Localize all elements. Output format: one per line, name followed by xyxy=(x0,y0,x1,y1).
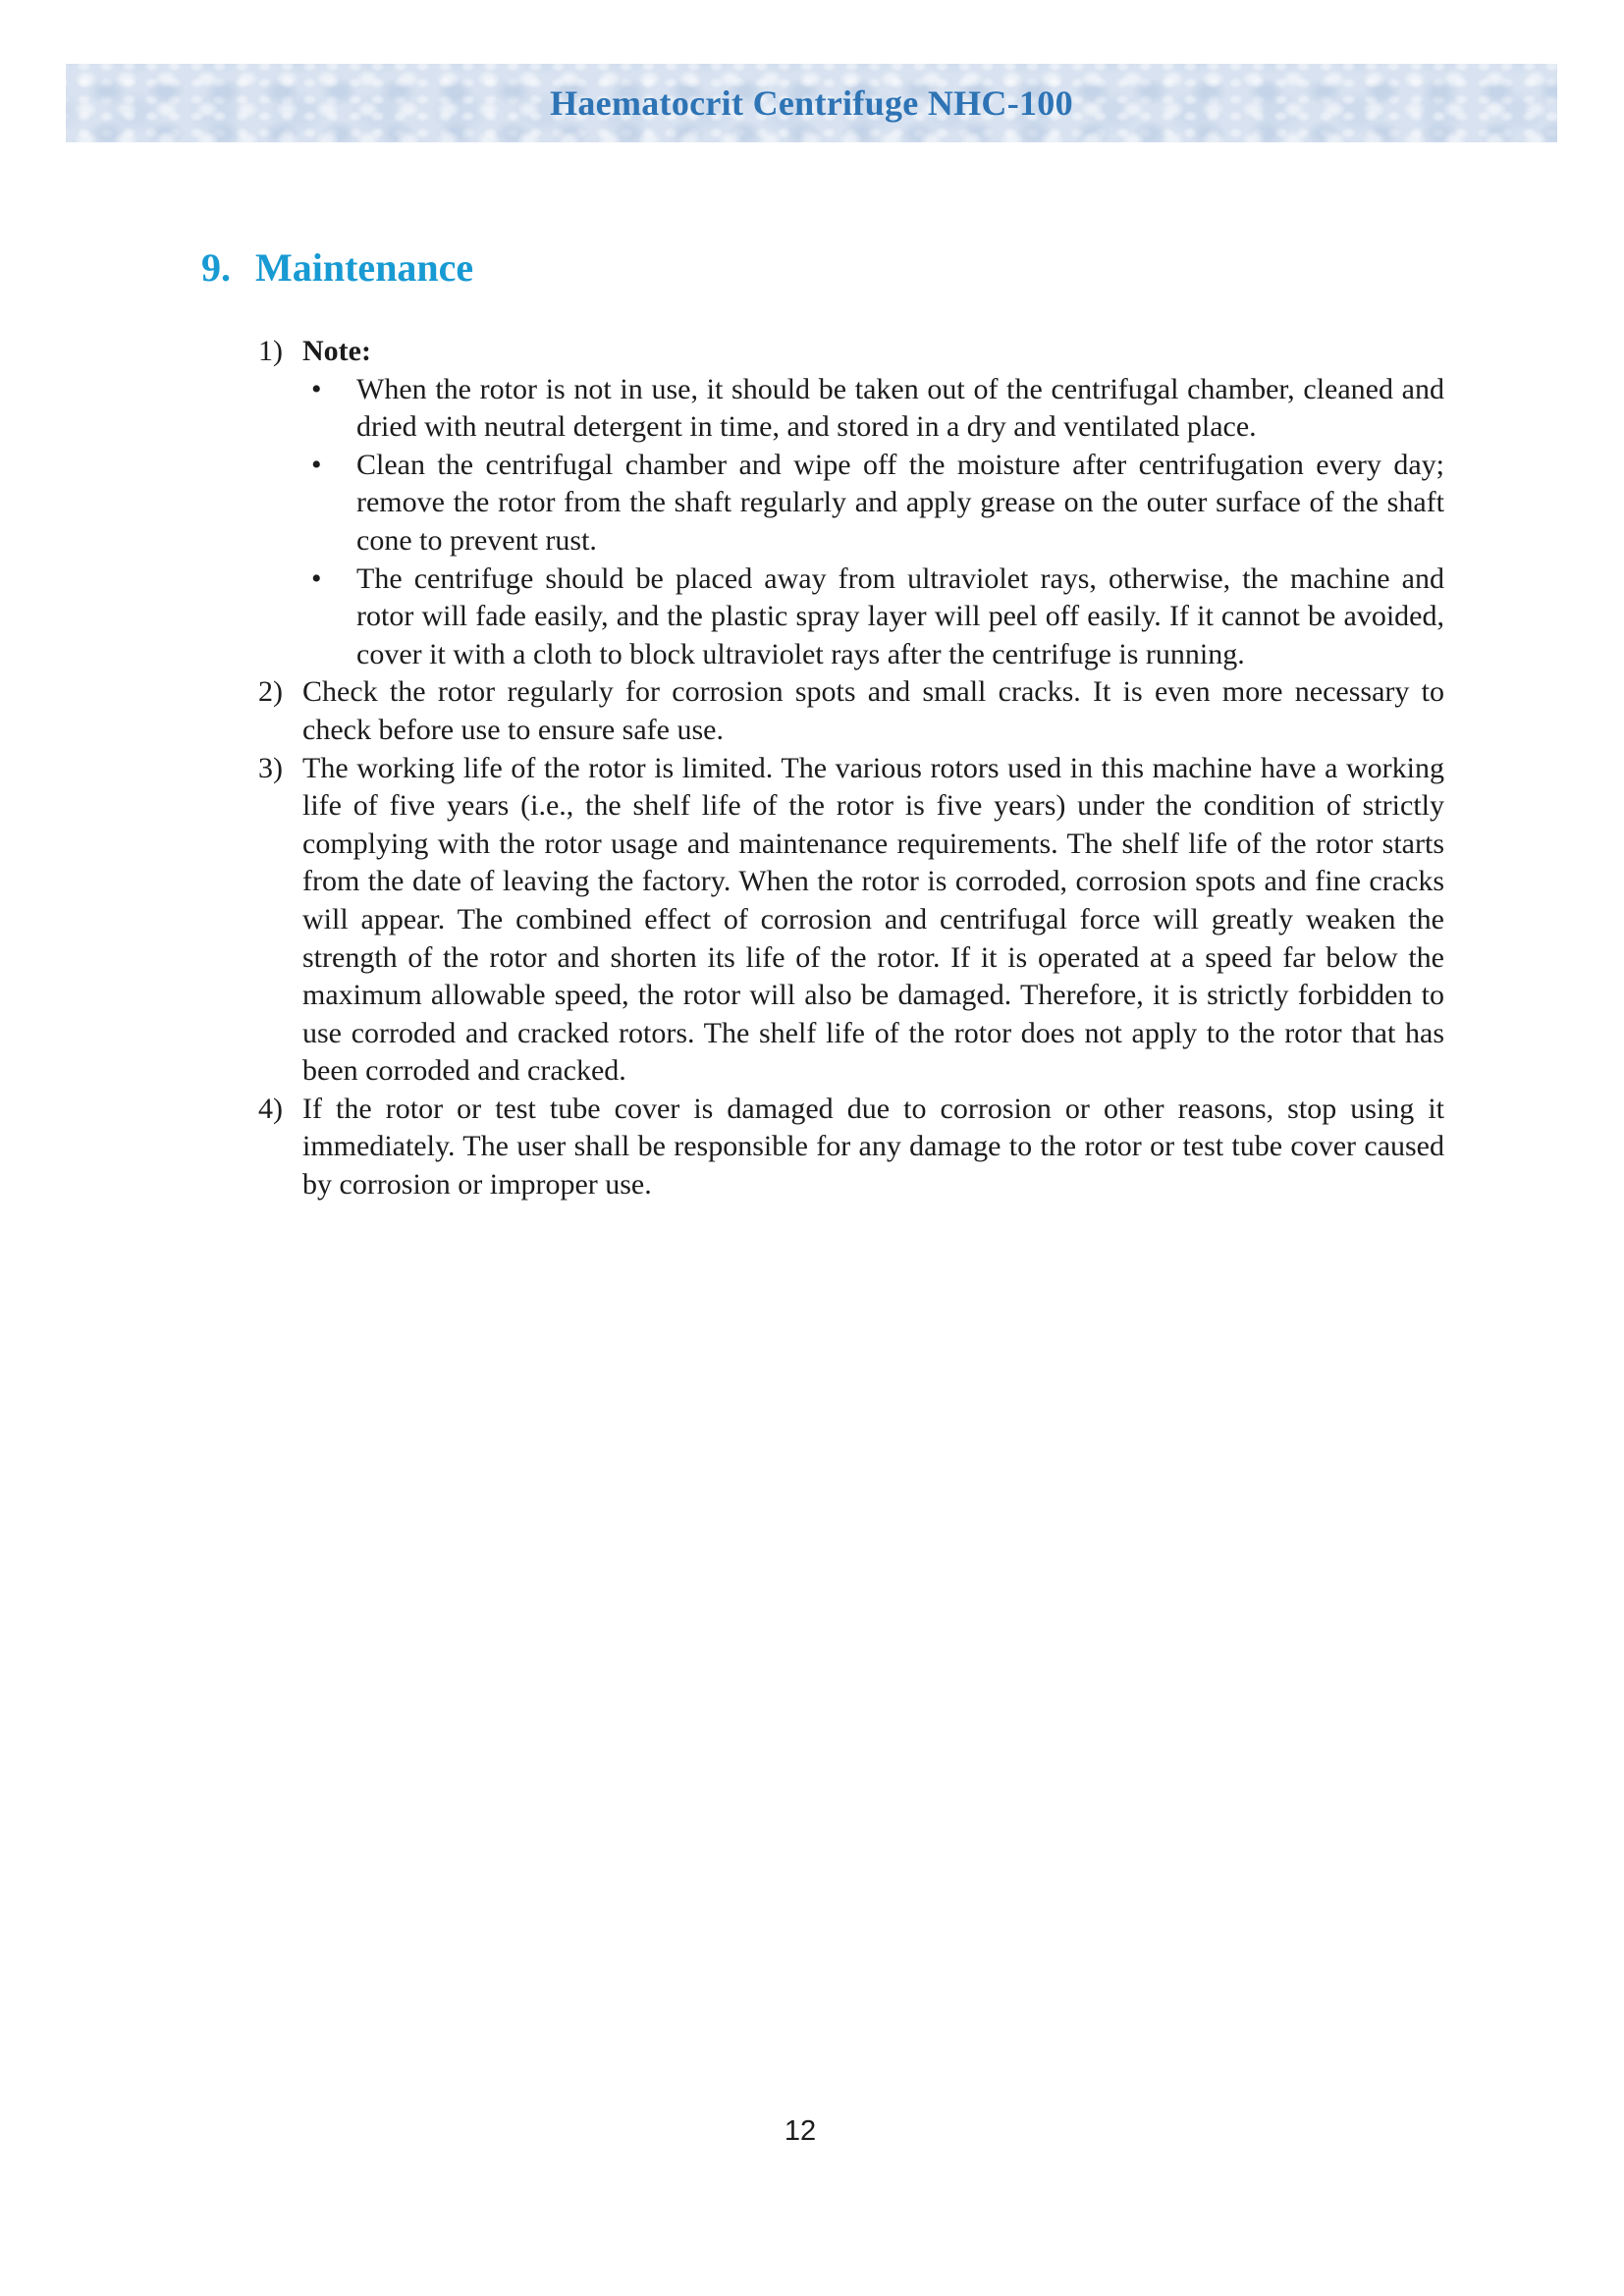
bullet-item xyxy=(302,561,1444,674)
item-number: 2) xyxy=(258,675,283,709)
page-number: 12 xyxy=(784,2115,817,2147)
bullet-text: The centrifuge should be placed away from ultraviolet rays, otherwise, the machine and rotor will fade easily, and the plastic spray layer will peel off easily. If it cannot be avoided, cover it with a cloth to block ultraviolet rays after the centrifuge is running. xyxy=(356,561,1444,670)
list-item-3 xyxy=(258,750,1444,1091)
bullet-text: Clean the centrifugal chamber and wipe off the moisture after centrifugation every day; remove the rotor from the shaft regularly and apply grease on the outer surface of the shaft cone to prevent rust. xyxy=(356,448,1444,557)
bullet-icon: • xyxy=(311,561,322,595)
bullet-item xyxy=(302,371,1444,447)
item-text: If the rotor or test tube cover is damaged due to corrosion or other reasons, stop using it immediately. The user shall be responsible for any damage to the rotor or test tube cover caused by corrosion or improper use. xyxy=(302,1092,1444,1201)
bullet-icon: • xyxy=(311,372,322,405)
page-header-band xyxy=(66,64,1557,142)
list-item-2 xyxy=(258,673,1444,749)
item-text: Check the rotor regularly for corrosion spots and small cracks. It is even more necessary to check before use to ensure safe use. xyxy=(302,675,1444,746)
item-number: 4) xyxy=(258,1092,283,1125)
list-item-1 xyxy=(258,333,1444,673)
note-label: Note: xyxy=(302,335,371,367)
bullet-item xyxy=(302,447,1444,561)
document-title: Haematocrit Centrifuge NHC-100 xyxy=(550,83,1073,123)
bullet-icon: • xyxy=(311,448,322,481)
section-number: 9. xyxy=(201,245,231,290)
note-bullet-list xyxy=(302,371,1444,674)
item-text: The working life of the rotor is limited. The various rotors used in this machine have a working life of five years (i.e., the shelf life of the rotor is five years) under the condition of strictly complying with the rotor usage and maintenance requirements. The shelf life of the rotor starts from the date of leaving the factory. When the rotor is corroded, corrosion spots and fine cracks will appear. The combined effect of corrosion and centrifugal force will greatly weaken the strength of the rotor and shorten its life of the rotor. If it is operated at a speed far below the maximum allowable speed, the rotor will also be damaged. Therefore, it is strictly forbidden to use corroded and cracked rotors. The shelf life of the rotor does not apply to the rotor that has been corroded and cracked. xyxy=(302,751,1444,1088)
item-number: 1) xyxy=(258,335,283,367)
list-item-4 xyxy=(258,1091,1444,1204)
section-title: Maintenance xyxy=(255,245,474,290)
item-body xyxy=(302,333,1444,673)
maintenance-list xyxy=(258,333,1444,1204)
section-heading xyxy=(201,244,473,291)
item-number: 3) xyxy=(258,751,283,784)
bullet-text: When the rotor is not in use, it should be taken out of the centrifugal chamber, cleaned and dried with neutral detergent in time, and stored in a dry and ventilated place. xyxy=(356,372,1444,444)
